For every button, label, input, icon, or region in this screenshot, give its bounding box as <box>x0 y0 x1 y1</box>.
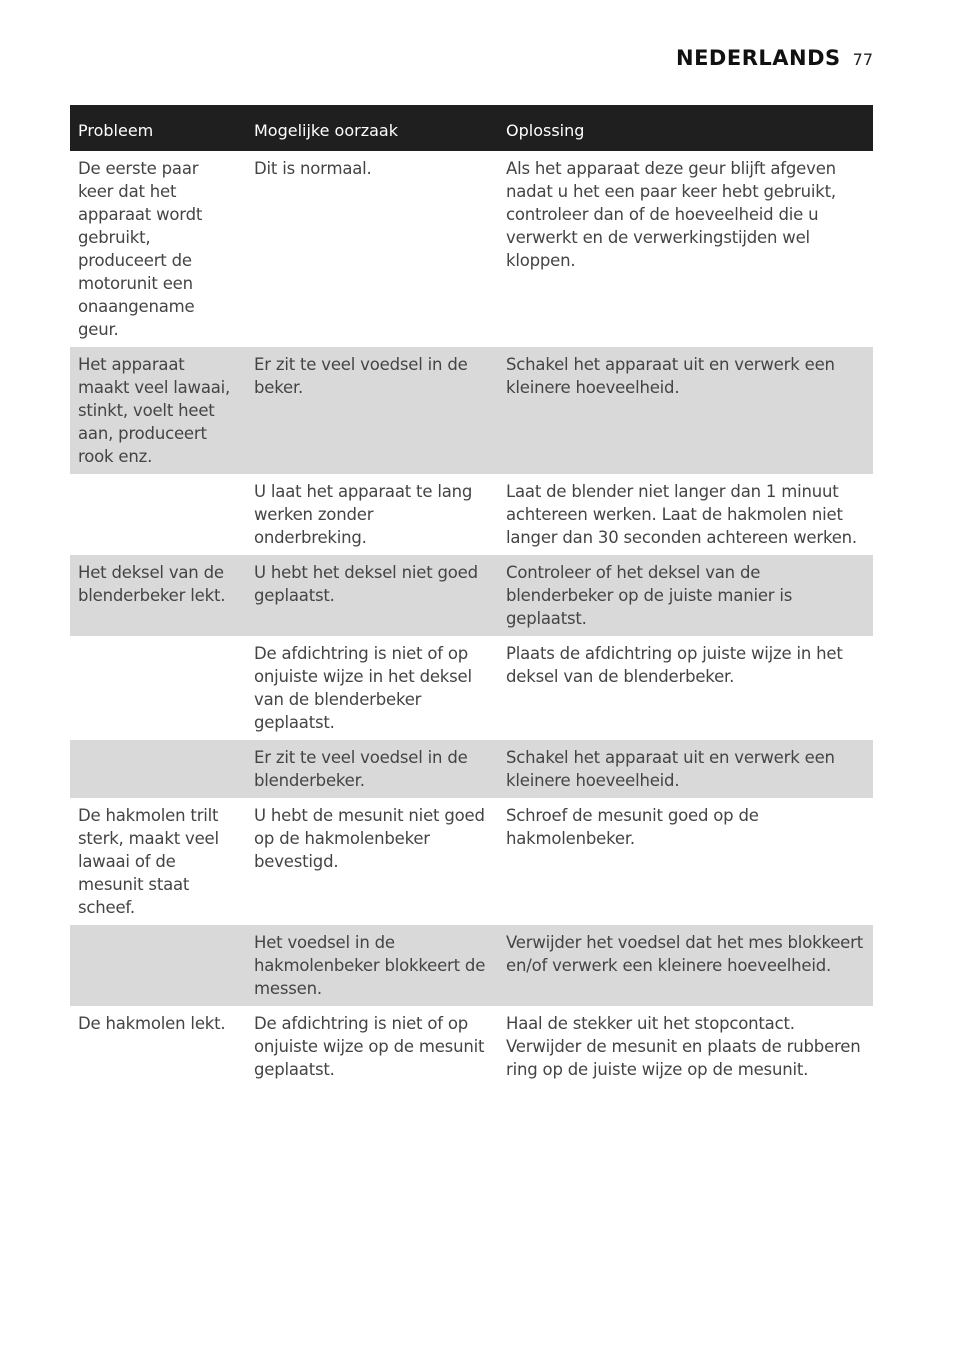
table-row <box>70 555 873 636</box>
cause-cell: Het voedsel in de hakmolenbeker blokkeert de messen. <box>246 925 498 1006</box>
table-row <box>70 1006 873 1088</box>
section-language-title: NEDERLANDS <box>676 46 841 70</box>
table-row <box>70 740 873 798</box>
solution-cell: Controleer of het deksel van de blenderbeker op de juiste manier is geplaatst. <box>498 555 873 636</box>
column-header-solution: Oplossing <box>498 105 873 151</box>
column-header-cause: Mogelijke oorzaak <box>246 105 498 151</box>
solution-cell: Plaats de afdichtring op juiste wijze in het deksel van de blenderbeker. <box>506 644 843 686</box>
problem-cell: Het apparaat maakt veel lawaai, stinkt, voelt heet aan, produceert rook enz. <box>70 347 246 474</box>
table-row <box>70 798 873 925</box>
problem-cell: De hakmolen lekt. <box>78 1014 226 1033</box>
problem-cell <box>70 474 246 555</box>
table-row <box>70 347 873 474</box>
table-row <box>70 636 873 740</box>
solution-cell: Laat de blender niet langer dan 1 minuut achtereen werken. Laat de hakmolen niet langer dan 30 seconden achtereen werken. <box>506 482 857 547</box>
table-row <box>70 151 873 347</box>
table-row <box>70 925 873 1006</box>
cause-cell: U hebt de mesunit niet goed op de hakmolenbeker bevestigd. <box>254 806 485 871</box>
solution-cell: Schakel het apparaat uit en verwerk een kleinere hoeveelheid. <box>498 347 873 474</box>
solution-cell: Verwijder het voedsel dat het mes blokkeert en/of verwerk een kleinere hoeveelheid. <box>498 925 873 1006</box>
cause-cell: U hebt het deksel niet goed geplaatst. <box>246 555 498 636</box>
solution-cell: Haal de stekker uit het stopcontact. Verwijder de mesunit en plaats de rubberen ring op de juiste wijze op de mesunit. <box>506 1014 861 1079</box>
problem-cell: De eerste paar keer dat het apparaat wordt gebruikt, produceert de motorunit een onaangename geur. <box>78 159 203 339</box>
solution-cell: Schroef de mesunit goed op de hakmolenbeker. <box>506 806 759 848</box>
problem-cell: Het deksel van de blenderbeker lekt. <box>70 555 246 636</box>
column-header-problem: Probleem <box>70 105 246 151</box>
table-row <box>70 474 873 555</box>
cause-cell: De afdichtring is niet of op onjuiste wijze in het deksel van de blenderbeker geplaatst. <box>254 644 472 732</box>
table-header <box>70 105 873 151</box>
cause-cell: Er zit te veel voedsel in de blenderbeker. <box>246 740 498 798</box>
troubleshooting-table <box>70 105 873 1088</box>
cause-cell: Dit is normaal. <box>254 159 372 178</box>
problem-cell <box>70 636 246 740</box>
cause-cell: Er zit te veel voedsel in de beker. <box>246 347 498 474</box>
page-number: 77 <box>852 50 873 69</box>
page-header <box>676 46 873 76</box>
solution-cell: Als het apparaat deze geur blijft afgeven nadat u het een paar keer hebt gebruikt, controleer dan of de hoeveelheid die u verwerkt en de verwerkingstijden wel kloppen. <box>506 159 836 270</box>
cause-cell: De afdichtring is niet of op onjuiste wijze op de mesunit geplaatst. <box>254 1014 485 1079</box>
cause-cell: U laat het apparaat te lang werken zonder onderbreking. <box>254 482 473 547</box>
problem-cell <box>70 925 246 1006</box>
solution-cell: Schakel het apparaat uit en verwerk een kleinere hoeveelheid. <box>498 740 873 798</box>
problem-cell: De hakmolen trilt sterk, maakt veel lawaai of de mesunit staat scheef. <box>78 806 219 917</box>
problem-cell <box>70 740 246 798</box>
